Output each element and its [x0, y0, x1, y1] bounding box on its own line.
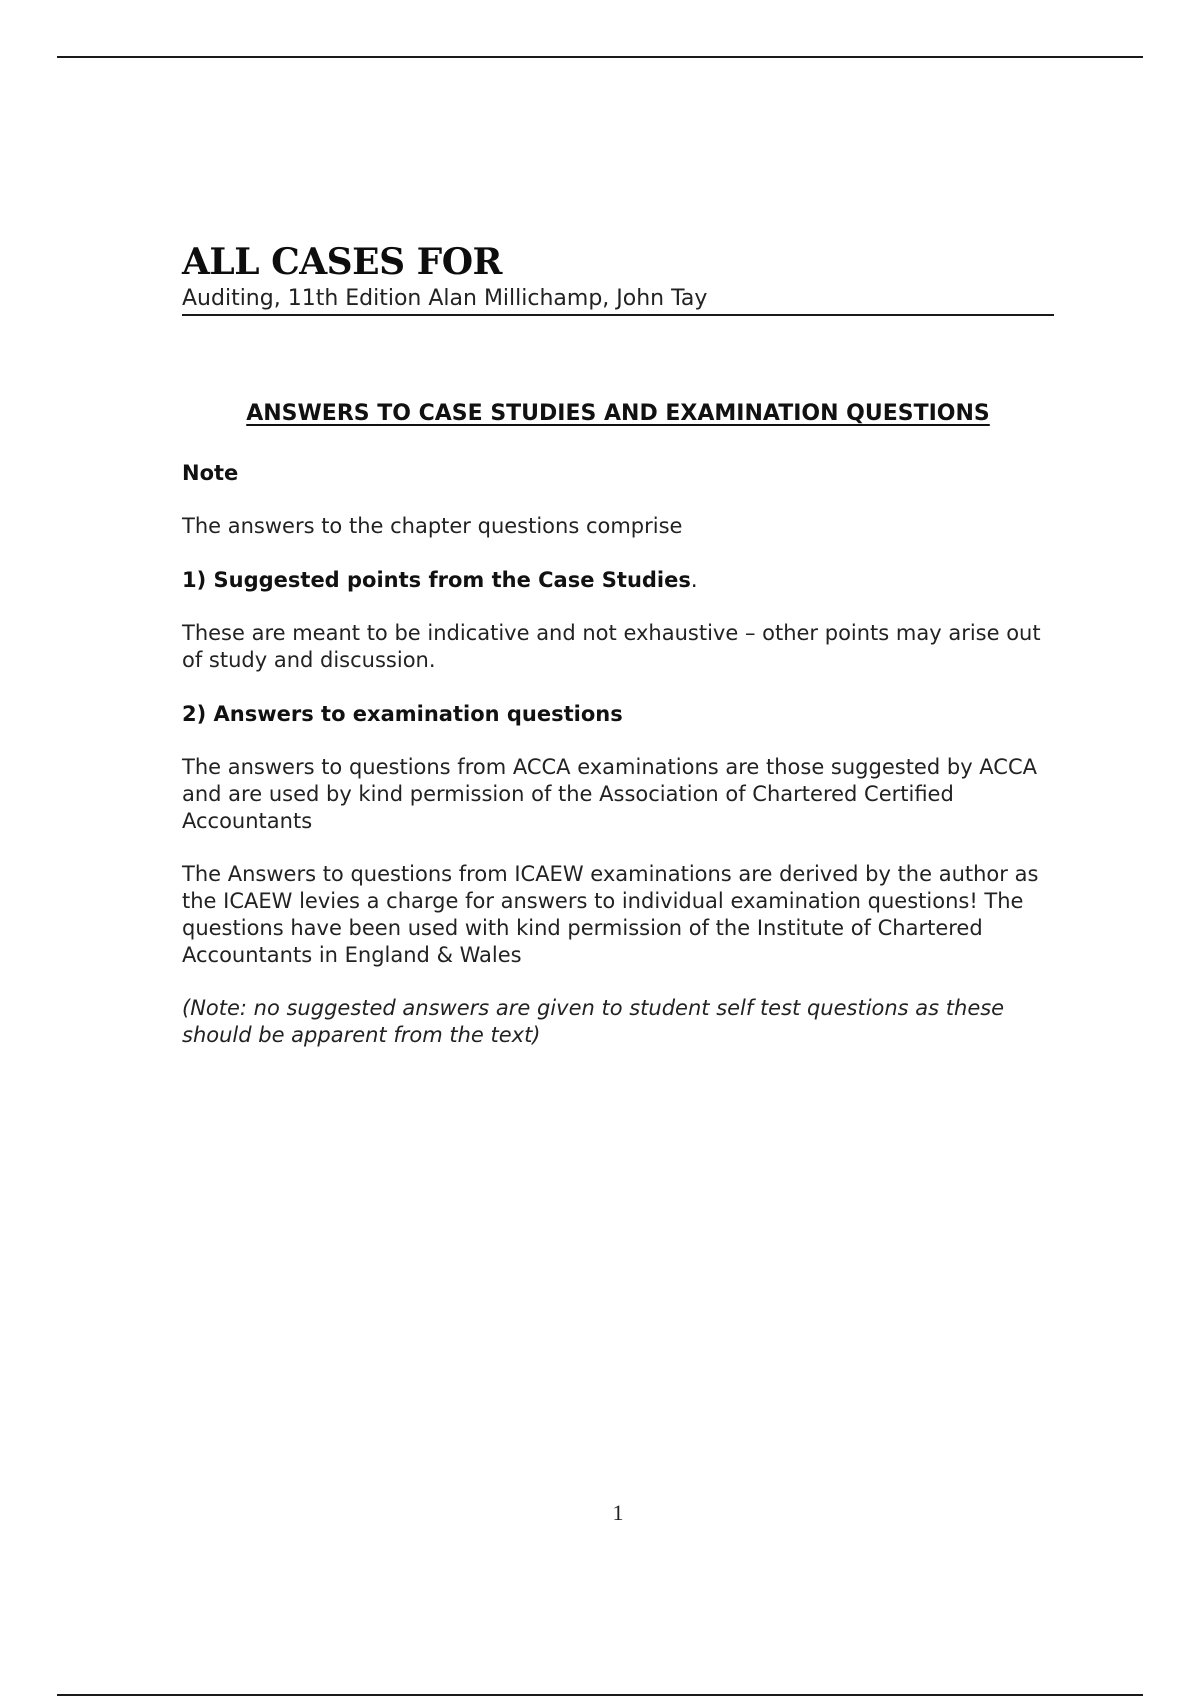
document-subtitle: Auditing, 11th Edition Alan Millichamp, John Tay — [182, 284, 1054, 316]
section-heading: ANSWERS TO CASE STUDIES AND EXAMINATION QUESTIONS — [246, 401, 990, 426]
closing-note: (Note: no suggested answers are given to student self test questions as these should be apparent from the text) — [182, 996, 1005, 1047]
point-2-acca-paragraph: The answers to questions from ACCA examinations are those suggested by ACCA and are used by kind permission of the Association of Chartered Certified Accountants — [182, 755, 1037, 833]
note-label: Note — [182, 461, 239, 485]
point-2-icaew-paragraph: The Answers to questions from ICAEW examinations are derived by the author as the ICAEW levies a charge for answers to individual examination questions! The questions have been used with kind permission of the Institute of Chartered Accountants in England & Wales — [182, 862, 1039, 967]
point-1-body: These are meant to be indicative and not exhaustive – other points may arise out of study and discussion. — [182, 621, 1041, 672]
bottom-rule — [57, 1694, 1143, 1696]
point-2-heading: 2) Answers to examination questions — [182, 702, 623, 726]
intro-paragraph: The answers to the chapter questions comprise — [182, 514, 683, 538]
top-rule — [57, 56, 1143, 58]
page-number: 1 — [612, 1500, 624, 1525]
point-1-heading-text: 1) Suggested points from the Case Studies — [182, 568, 691, 592]
document-title: ALL CASES FOR — [182, 241, 502, 283]
page-content — [182, 240, 1054, 1049]
point-1-heading-period: . — [690, 568, 698, 592]
point-1-heading — [182, 566, 1054, 594]
